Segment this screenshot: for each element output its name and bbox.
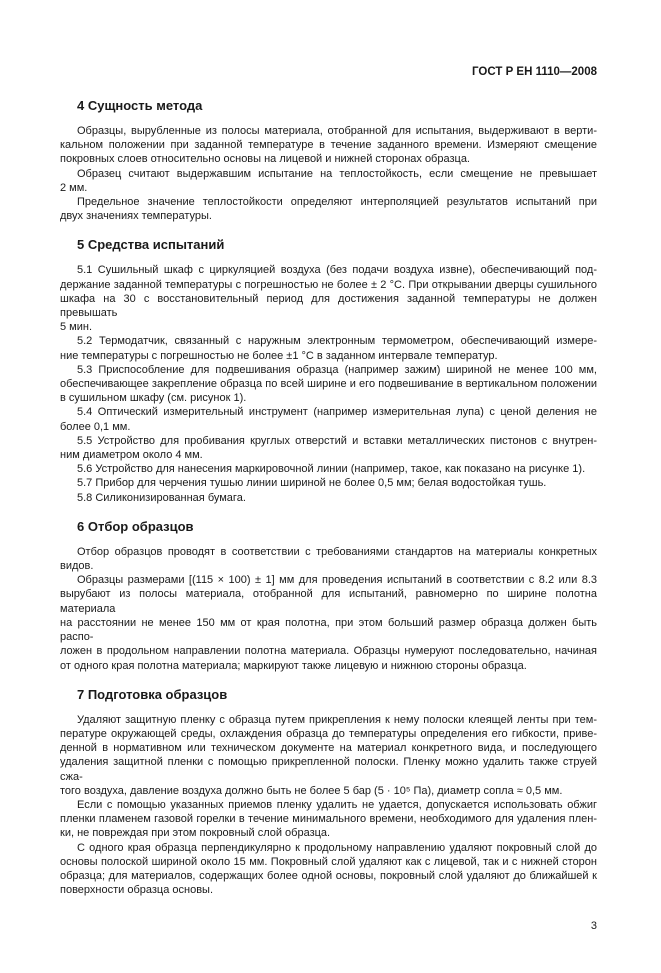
paragraph [60,491,597,505]
text-line: 5.2 Термодатчик, связанный с наружным электронным термометром, обеспечивающий измере- [77,335,597,348]
text-line: ложен в продольном направлении полотна материала. Образцы нумеруют последовательно, начиная [60,645,597,658]
text-line: 5.1 Сушильный шкаф с циркуляцией воздуха (без подачи воздуха извне), обеспечивающий под- [77,264,597,277]
text-line: Образцы размерами [(115 × 100) ± 1] мм для проведения испытаний в соответствии с 8.2 или 8.3 [77,574,597,587]
text-line: поверхности образца основы. [60,884,214,897]
text-line: покровных слоев относительно основы на лицевой и нижней сторонах образца. [60,153,470,166]
text-line: Отбор образцов проводят в соответствии с требованиями стандартов на материалы конкретных [77,545,597,558]
paragraph [60,798,597,841]
text-line: 5.6 Устройство для нанесения маркировочной линии (например, такое, как показано на рисунке 1). [77,463,586,476]
paragraph [60,405,597,433]
text-line: от одного края полотна материала; маркируют также лицевую и нижнюю стороны образца. [60,659,527,672]
text-line: 5.8 Силиконизированная бумага. [77,491,246,504]
paragraph [60,334,597,362]
paragraph [60,263,597,334]
text-line: удаления защитной пленки с помощью прикрепленной полоски. Пленку можно удалить также струей сжа- [60,756,597,783]
section-heading: 4 Сущность метода [77,98,203,113]
paragraph [60,573,597,672]
text-line: видов. [60,560,94,573]
text-line: 5.5 Устройство для пробивания круглых отверстий и вставки металлических пистонов с внутрен- [77,434,597,447]
section [60,98,597,223]
text-line: Если с помощью указанных приемов пленку удалить не удается, допускается использовать обжиг [77,798,597,811]
paragraph [60,462,597,476]
text-line: образца; для материалов, содержащих более одной основы, покровный слой удаляют до ближайшей к [60,869,597,882]
text-line: Удаляют защитную пленку с образца путем прикрепления к нему полоски клеящей ленты при тем- [77,713,597,726]
text-line: 5.7 Прибор для черчения тушью линии шириной не более 0,5 мм; белая водостойкая тушь. [77,477,547,490]
section [60,687,597,898]
paragraph [60,713,597,798]
text-line: шкафа на 30 с восстановительный период для достижения заданной температуры не должен превышать [60,292,597,320]
text-line: ним диаметром около 4 мм. [60,449,203,462]
text-line: ки, не повреждая при этом покровный слой образца. [60,827,331,840]
text-line: 2 мм. [60,181,88,194]
text-line: 5.4 Оптический измерительный инструмент (например измерительная лупа) с ценой деления не [77,406,597,419]
text-line: Образцы, вырубленные из полосы материала, отобранной для испытания, выдерживают в верти- [77,125,597,137]
sections [60,98,597,897]
text-line: пературе окружающей среды, охлаждения образца до температуры определения его гибкости, приве- [60,727,597,740]
text-line: обеспечивающее закрепление образца по всей ширине и его подвешивание в вертикальном положении [60,378,597,391]
text-line: Предельное значение теплостойкости определяют интерполяцией результатов испытаний при [77,196,597,209]
text-line: в сушильном шкафу (см. рисунок 1). [60,392,247,405]
text-line: кальном положении при заданной температуре в течение заданного времени. Измеряют смещение [60,139,597,152]
section-heading: 5 Средства испытаний [77,237,225,253]
text-line: держание заданной температуры с погрешностью не более ± 2 °С. При открывании дверцы сушильного [60,278,597,291]
text-line: того воздуха, давление воздуха должно быть не более 5 бар (5 · 10⁵ Па), диаметр сопла ≈ 0,5 мм. [60,784,563,797]
section-heading: 6 Отбор образцов [77,518,194,534]
paragraph [60,841,597,898]
paragraph [60,545,597,573]
text-line: 5 мин. [60,321,93,334]
section [60,237,597,504]
text-line: двух значениях температуры. [60,210,212,223]
paragraph [60,476,597,490]
paragraph [60,363,597,406]
paragraph [60,124,597,167]
paragraph [60,167,597,195]
text-line: основы полоской шириной около 15 мм. Покровный слой удаляют как с лицевой, так и с нижней сторон [60,855,597,868]
text-line: более 0,1 мм. [60,420,131,433]
section [60,519,597,673]
text-line: вырубают из полосы материала, отобранной для испытаний, равномерно по ширине полотна материала [60,588,597,615]
text-line: ние температуры с погрешностью не более ±1 °С в заданном интервале температур. [60,349,498,362]
text-line: денной в нормативном или техническом документе на материал конкретного вида, и последующего [60,742,597,755]
text-line: 5.3 Приспособление для подвешивания образца (например зажим) шириной не менее 100 мм, [77,363,597,376]
text-line: на расстоянии не менее 150 мм от края полотна, при этом больший размер образца должен быть распо- [60,616,597,644]
text-line: Образец считают выдержавшим испытание на теплостойкость, если смещение не превышает [77,167,597,180]
section-heading: 7 Подготовка образцов [77,686,228,702]
text-line: С одного края образца перпендикулярно к продольному направлению удаляют покровный слой до [77,841,597,854]
paragraph [60,195,597,223]
paragraph [60,434,597,462]
text-line: пленки пламенем газовой горелки в течение минимального времени, необходимого для удаления плен- [60,813,597,826]
page-number: 3 [590,920,597,933]
document-header: ГОСТ Р ЕН 1110—2008 [472,66,597,78]
